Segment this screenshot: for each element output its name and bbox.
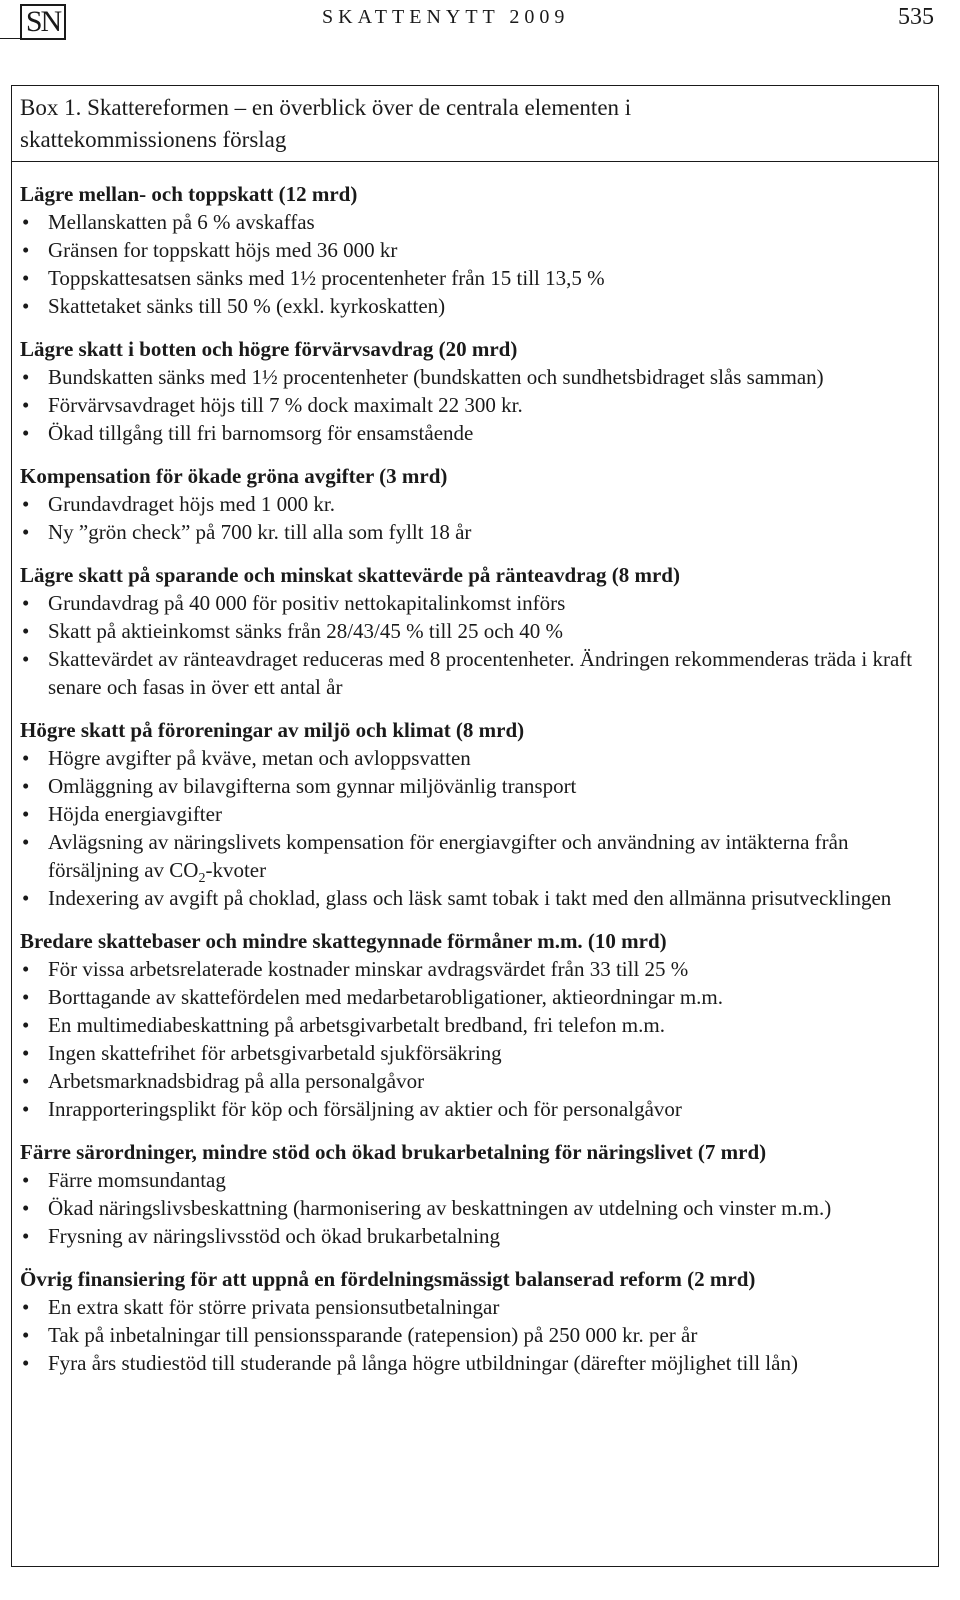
list-item: • Högre avgifter på kväve, metan och avloppsvatten xyxy=(20,744,920,772)
section-naringslivet xyxy=(20,1138,920,1250)
section-title: Högre skatt på föroreningar av miljö och klimat (8 mrd) xyxy=(20,718,525,742)
section-sparande-ranteavdrag xyxy=(20,561,920,701)
list-item: • Färre momsundantag xyxy=(20,1166,920,1194)
list-item: • Skattetaket sänks till 50 % (exkl. kyrkoskatten) xyxy=(20,292,920,320)
section-title: Lägre skatt i botten och högre förvärvsavdrag (20 mrd) xyxy=(20,337,518,361)
section-miljo-klimat xyxy=(20,716,920,912)
list-item: • Förvärvsavdraget höjs till 7 % dock maximalt 22 300 kr. xyxy=(20,391,920,419)
list-item-co2 xyxy=(20,828,920,887)
list-item: • Frysning av näringslivsstöd och ökad brukarbetalning xyxy=(20,1222,920,1250)
list-item: • Ökad näringslivsbeskattning (harmonisering av beskattningen av utdelning och vinster m.m.) xyxy=(20,1194,920,1222)
list-item: • Arbetsmarknadsbidrag på alla personalgåvor xyxy=(20,1067,920,1095)
header-rule xyxy=(0,38,20,39)
list-item: • Skattevärdet av ränteavdraget reduceras med 8 procentenheter. Ändringen rekommenderas träda i kraft senare och fasas in över ett antal år xyxy=(20,645,920,701)
section-title: Bredare skattebaser och mindre skattegynnade förmåner m.m. (10 mrd) xyxy=(20,929,667,953)
journal-logo: SN xyxy=(20,4,66,40)
bullet-list xyxy=(20,208,920,320)
bullet-list xyxy=(20,744,920,912)
box-title-line-1: Box 1. Skattereformen – en överblick över de centrala elementen i xyxy=(20,95,632,120)
bullet-list xyxy=(20,955,920,1123)
section-mellan-toppskatt xyxy=(20,180,920,320)
section-title: Lägre skatt på sparande och minskat skattevärde på ränteavdrag (8 mrd) xyxy=(20,563,680,587)
bullet-list xyxy=(20,363,920,447)
journal-title: SKATTENYTT 2009 xyxy=(322,6,570,28)
bullet-list xyxy=(20,1293,920,1377)
co2-text: Avlägsning av näringslivets kompensation för energiavgifter och användning av intäkterna från försäljning av CO xyxy=(48,830,849,882)
bullet-list xyxy=(20,1166,920,1250)
page-header xyxy=(0,0,960,48)
list-item: • Höjda energiavgifter xyxy=(20,800,920,828)
list-item: • Omläggning av bilavgifterna som gynnar miljövänlig transport xyxy=(20,772,920,800)
section-title: Kompensation för ökade gröna avgifter (3 mrd) xyxy=(20,464,448,488)
co2-subscript: 2 xyxy=(198,871,206,887)
list-item: • Grundavdraget höjs med 1 000 kr. xyxy=(20,490,920,518)
bullet-list xyxy=(20,589,920,701)
summary-box xyxy=(11,85,939,1567)
page-number: 535 xyxy=(898,4,934,30)
section-skattebaser xyxy=(20,927,920,1123)
bullet-list xyxy=(20,490,920,546)
list-item: • Grundavdrag på 40 000 för positiv nettokapitalinkomst införs xyxy=(20,589,920,617)
box-content xyxy=(20,180,920,1392)
list-item: • Ny ”grön check” på 700 kr. till alla som fyllt 18 år xyxy=(20,518,920,546)
section-botten-forvarvsavdrag xyxy=(20,335,920,447)
list-item: • Mellanskatten på 6 % avskaffas xyxy=(20,208,920,236)
list-item: • Toppskattesatsen sänks med 1½ procentenheter från 15 till 13,5 % xyxy=(20,264,920,292)
list-item: • Ingen skattefrihet för arbetsgivarbetald sjukförsäkring xyxy=(20,1039,920,1067)
list-item: • Bundskatten sänks med 1½ procentenheter (bundskatten och sundhetsbidraget slås samman) xyxy=(20,363,920,391)
list-item: • Skatt på aktieinkomst sänks från 28/43/45 % till 25 och 40 % xyxy=(20,617,920,645)
list-item: • Gränsen for toppskatt höjs med 36 000 kr xyxy=(20,236,920,264)
title-divider xyxy=(12,161,938,162)
co2-text-end: -kvoter xyxy=(205,858,267,882)
list-item: • En extra skatt för större privata pensionsutbetalningar xyxy=(20,1293,920,1321)
list-item: • Borttagande av skattefördelen med medarbetarobligationer, aktieordningar m.m. xyxy=(20,983,920,1011)
list-item: • Tak på inbetalningar till pensionssparande (ratepension) på 250 000 kr. per år xyxy=(20,1321,920,1349)
section-grona-avgifter xyxy=(20,462,920,546)
section-title: Övrig finansiering för att uppnå en fördelningsmässigt balanserad reform (2 mrd) xyxy=(20,1267,756,1291)
list-item: • En multimediabeskattning på arbetsgivarbetalt bredband, fri telefon m.m. xyxy=(20,1011,920,1039)
box-title-line-2: skattekommissionens förslag xyxy=(20,127,287,152)
list-item: • Fyra års studiestöd till studerande på långa högre utbildningar (därefter möjlighet till lån) xyxy=(20,1349,920,1377)
list-item: • Ökad tillgång till fri barnomsorg för ensamstående xyxy=(20,419,920,447)
box-title xyxy=(12,92,938,156)
list-item: • För vissa arbetsrelaterade kostnader minskar avdragsvärdet från 33 till 25 % xyxy=(20,955,920,983)
section-title: Färre särordninger, mindre stöd och ökad brukarbetalning för näringslivet (7 mrd) xyxy=(20,1140,767,1164)
list-item: • Indexering av avgift på choklad, glass och läsk samt tobak i takt med den allmänna prisutvecklingen xyxy=(20,884,920,912)
section-ovrig-finansiering xyxy=(20,1265,920,1377)
section-title: Lägre mellan- och toppskatt (12 mrd) xyxy=(20,182,358,206)
list-item: • Inrapporteringsplikt för köp och försäljning av aktier och för personalgåvor xyxy=(20,1095,920,1123)
